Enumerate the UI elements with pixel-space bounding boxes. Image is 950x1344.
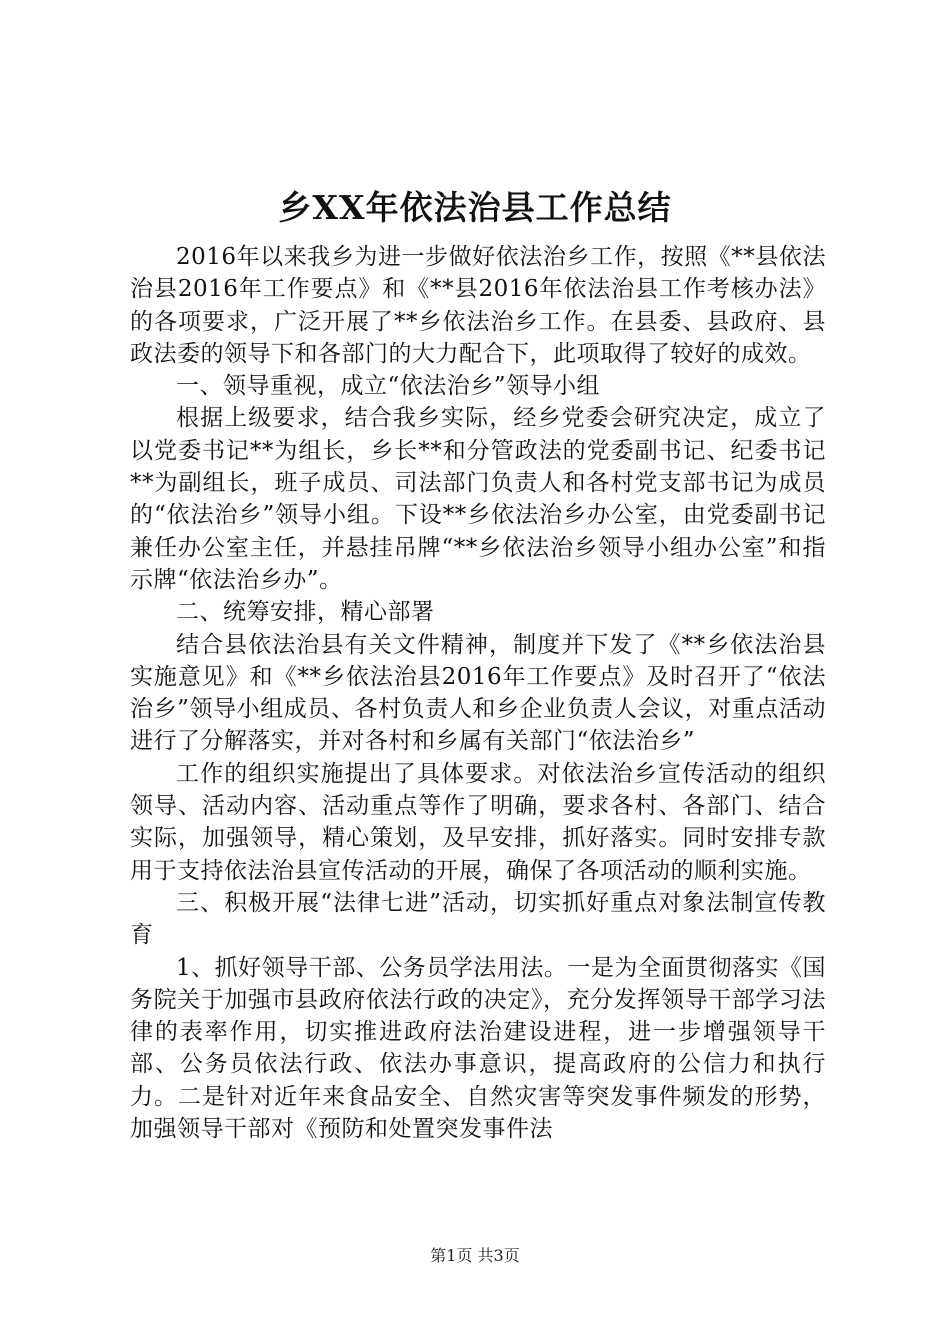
paragraph-section-1: 根据上级要求，结合我乡实际，经乡党委会研究决定，成立了以党委书记**为组长，乡长**和分管政法的党委副书记、纪委书记**为副组长，班子成员、司法部门负责人和各村党支部书记为成员的“依法治乡”领导小组。下设**乡依法治乡办公室，由党委副书记兼任办公室主任，并悬挂吊牌“**乡依法治乡领导小组办公室”和指示牌“依法治乡办”。 (130, 405, 826, 593)
section-heading-2: 二、统筹安排，精心部署 (176, 599, 435, 626)
section-heading-1: 一、领导重视，成立“依法治乡”领导小组 (176, 373, 601, 400)
document-title: 乡XX年依法治县工作总结 (278, 188, 672, 227)
page-number-footer: 第1页 共3页 (430, 1246, 520, 1265)
paragraph-section-2b: 工作的组织实施提出了具体要求。对依法治乡宣传活动的组织领导、活动内容、活动重点等作了明确，要求各村、各部门、结合实际，加强领导，精心策划，及早安排，抓好落实。同时安排专款用于支持依法治县宣传活动的开展，确保了各项活动的顺利实施。 (130, 760, 826, 884)
section-heading-3: 三、积极开展“法律七进”活动，切实抓好重点对象法制宣传教育 (130, 889, 826, 949)
document-body (130, 241, 826, 1145)
paragraph-section-3-item-1: 1、抓好领导干部、公务员学法用法。一是为全面贯彻落实《国务院关于加强市县政府依法行政的决定》，充分发挥领导干部学习法律的表率作用，切实推进政府法治建设进程，进一步增强领导干部、公务员依法行政、依法办事意识，提高政府的公信力和执行力。二是针对近年来食品安全、自然灾害等突发事件频发的形势，加强领导干部对《预防和处置突发事件法 (130, 954, 826, 1143)
paragraph-section-2a: 结合县依法治县有关文件精神，制度并下发了《**乡依法治县实施意见》和《**乡依法治县2016年工作要点》及时召开了“依法治乡”领导小组成员、各村负责人和乡企业负责人会议，对重点活动进行了分解落实，并对各村和乡属有关部门“依法治乡” (130, 631, 826, 755)
paragraph-intro: 2016年以来我乡为进一步做好依法治乡工作，按照《**县依法治县2016年工作要点》和《**县2016年依法治县工作考核办法》的各项要求，广泛开展了**乡依法治乡工作。在县委、县政府、县政法委的领导下和各部门的大力配合下，此项取得了较好的成效。 (130, 244, 826, 367)
